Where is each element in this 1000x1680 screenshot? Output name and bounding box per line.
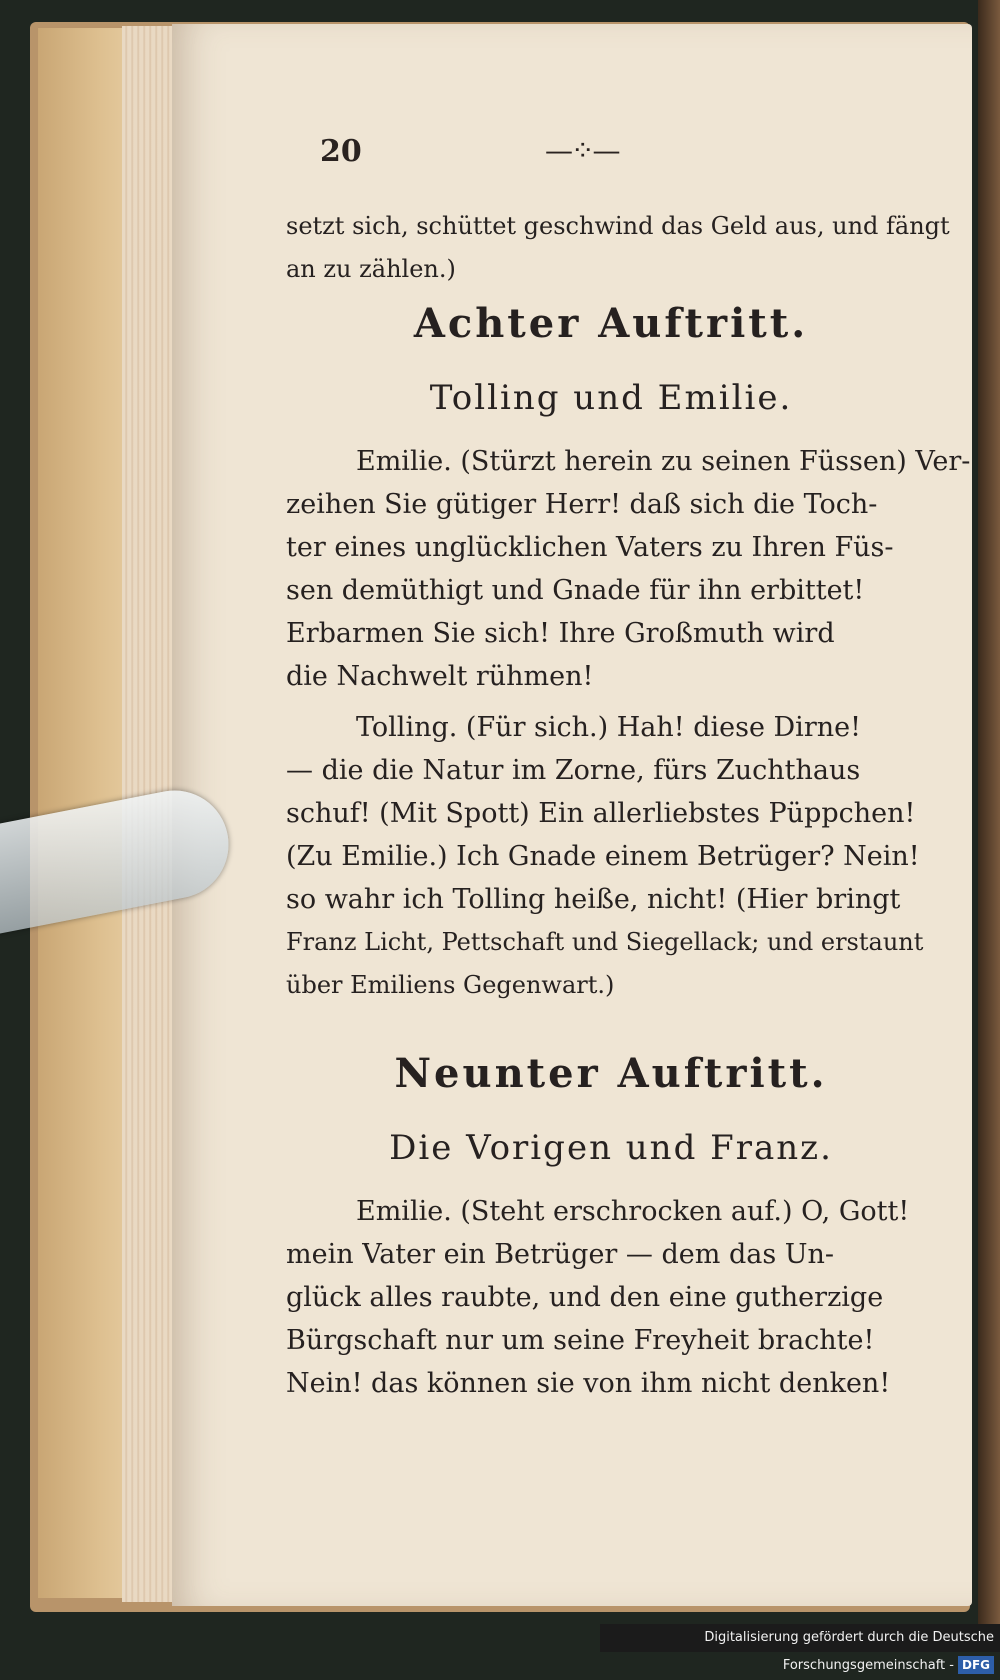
- text-line: an zu zählen.): [286, 255, 456, 283]
- scene-9-text: [286, 1190, 936, 1405]
- text-line: Bürgschaft nur um seine Freyheit brachte!: [286, 1325, 875, 1356]
- text-line: (Zu Emilie.) Ich Gnade einem Betrüger? Nein!: [286, 841, 920, 872]
- dfg-logo: DFG: [958, 1656, 994, 1674]
- text-line: die Nachwelt rühmen!: [286, 661, 594, 692]
- scene-persons: Die Vorigen und Franz.: [389, 1128, 833, 1168]
- text-line: Nein! das können sie von ihm nicht denken!: [286, 1368, 891, 1399]
- text-line: — die die Natur im Zorne, fürs Zuchthaus: [286, 755, 861, 786]
- text-line: glück alles raubte, und den eine gutherzige: [286, 1282, 884, 1313]
- text-line: schuf! (Mit Spott) Ein allerliebstes Püppchen!: [286, 798, 916, 829]
- text-line: Emilie. (Stürzt herein zu seinen Füssen) Ver-: [356, 446, 971, 477]
- text-line: ter eines unglücklichen Vaters zu Ihren Füs-: [286, 532, 894, 563]
- book-spine-edge: [978, 0, 1000, 1652]
- footer-text: Digitalisierung gefördert durch die Deutsche Forschungsgemeinschaft -: [704, 1630, 994, 1673]
- stage-direction-intro: [286, 205, 950, 291]
- scene-title: Neunter Auftritt.: [394, 1050, 828, 1097]
- text-line: Tolling. (Für sich.) Hah! diese Dirne!: [356, 712, 861, 743]
- text-line: zeihen Sie gütiger Herr! daß sich die Toch-: [286, 489, 878, 520]
- page-header: [320, 134, 670, 174]
- text-line: setzt sich, schüttet geschwind das Geld aus, und fängt: [286, 212, 950, 240]
- text-line: Erbarmen Sie sich! Ihre Großmuth wird: [286, 618, 835, 649]
- digitization-footer: [600, 1624, 1000, 1673]
- text-line: Franz Licht, Pettschaft und Siegellack; und erstaunt: [286, 928, 924, 956]
- text-line: so wahr ich Tolling heiße, nicht! (Hier bringt: [286, 884, 901, 915]
- scene-persons: Tolling und Emilie.: [429, 378, 793, 418]
- text-line: mein Vater ein Betrüger — dem das Un-: [286, 1239, 835, 1270]
- text-line: sen demüthigt und Gnade für ihn erbittet!: [286, 575, 865, 606]
- scene-8-text: [286, 440, 971, 1007]
- ornament-icon: —⁘—: [545, 134, 619, 167]
- page-number: 20: [320, 134, 362, 169]
- scene-title: Achter Auftritt.: [413, 300, 809, 347]
- text-line: über Emiliens Gegenwart.): [286, 971, 615, 999]
- text-line: Emilie. (Steht erschrocken auf.) O, Gott!: [356, 1196, 910, 1227]
